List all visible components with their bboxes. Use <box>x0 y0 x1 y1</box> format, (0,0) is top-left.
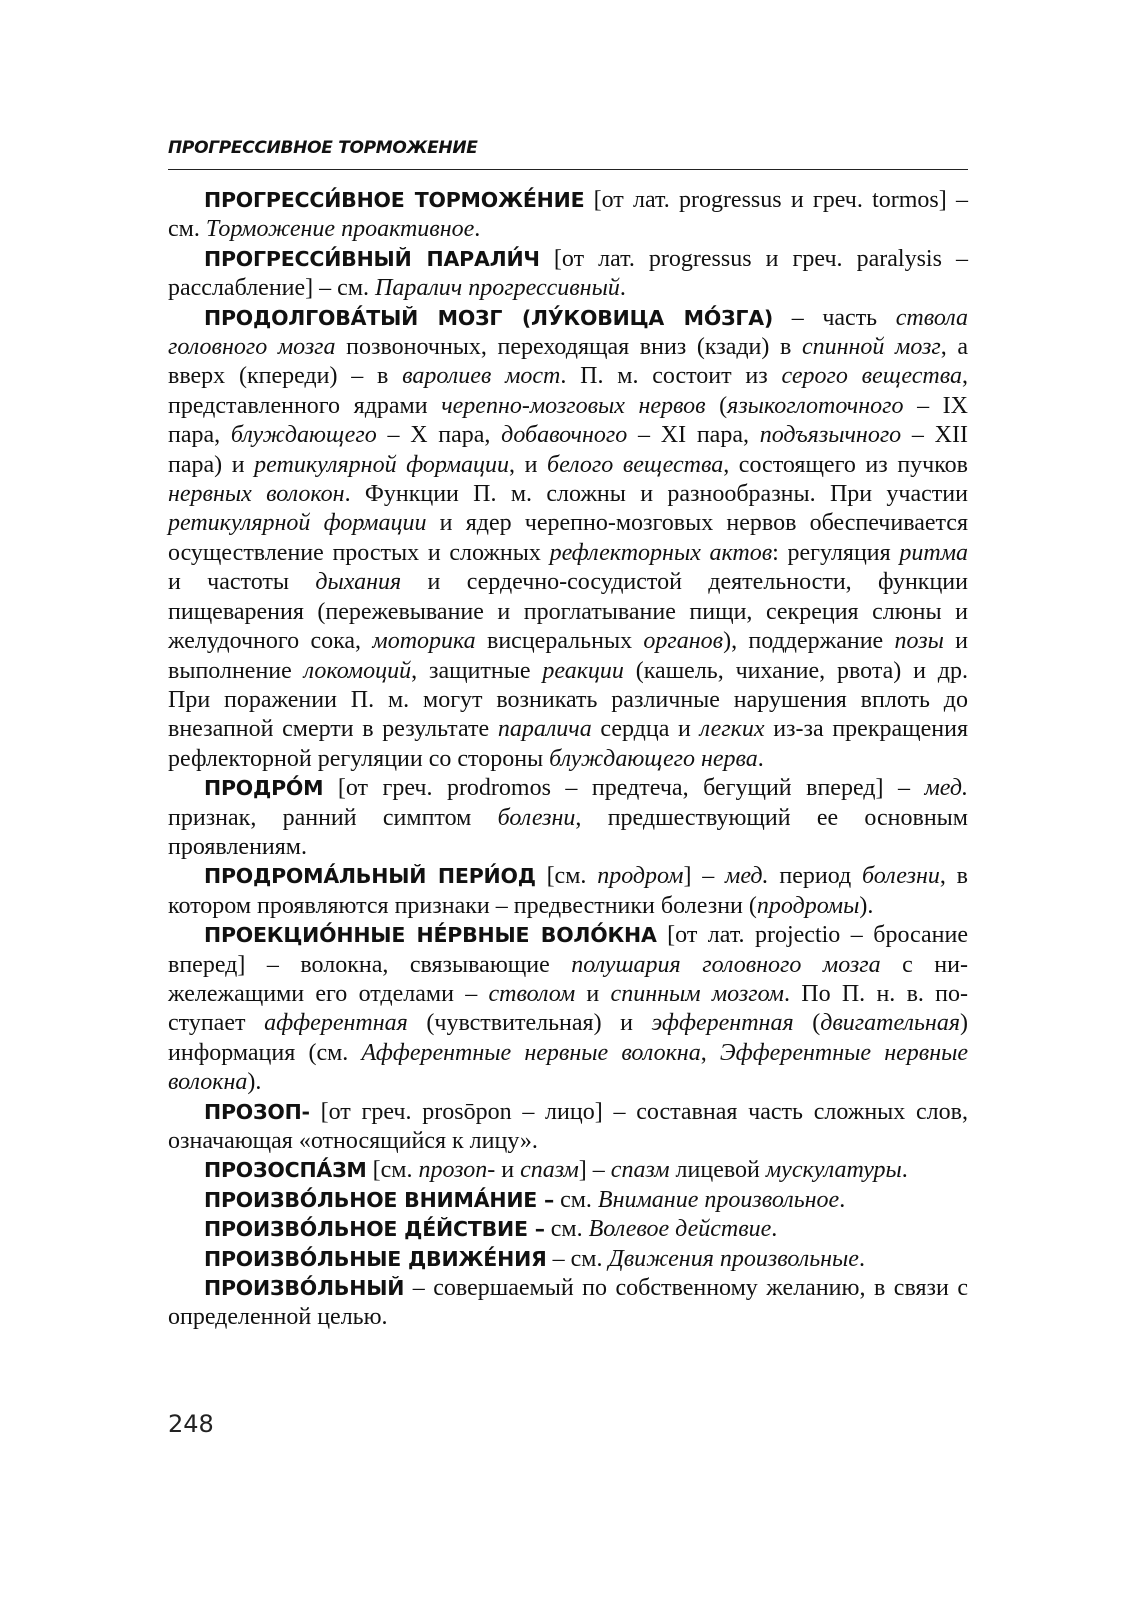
entry-italic-term: спазм <box>610 1157 670 1184</box>
entry-text: – часть <box>773 304 896 331</box>
entry-text: висцеральных <box>475 628 644 655</box>
entry-text: – IX пара, <box>168 392 968 449</box>
entry-text: см. <box>544 1216 589 1243</box>
entry-text: – совершаемый по собственному желанию, в связи с определенной целью. <box>168 1275 968 1331</box>
entry-italic-term: нервных волокон <box>168 481 345 508</box>
entry-headword: ПРОИЗВО́ЛЬНЫЙ <box>204 1276 405 1301</box>
dictionary-entry <box>168 1098 968 1157</box>
entry-text: – X пара, <box>376 422 502 449</box>
dictionary-entry <box>168 1156 968 1185</box>
entry-text: , предшествующий ее основным проявлениям. <box>168 804 968 860</box>
entry-italic-term: позы <box>894 628 944 655</box>
entry-text: см. <box>554 1186 598 1213</box>
entry-italic-term: двигательная <box>820 1010 960 1037</box>
entry-text: [от лат. progressus и греч. paralysis – расслабление] – см. <box>168 245 968 302</box>
entry-headword: ПРОГРЕССИ́ВНОЕ ТОРМОЖЕ́НИЕ <box>204 188 585 212</box>
dictionary-entry <box>168 774 968 862</box>
dictionary-entry <box>168 186 968 245</box>
entry-italic-term: ретикулярной формации <box>254 451 510 478</box>
entry-italic-term: Волевое действие <box>588 1216 772 1243</box>
entry-text: ). <box>859 892 874 919</box>
entry-text: [от греч. prosōpon – лицо] – составная часть сложных слов, означающая «относящийся к лицу». <box>168 1098 968 1154</box>
entry-italic-term: языкоглоточного <box>727 392 904 419</box>
entry-italic-term: блуждающего нерва <box>549 745 758 772</box>
entry-italic-term: Внимание произвольное <box>597 1186 840 1213</box>
entry-text: , в котором проявляются признаки – предвестники болезни ( <box>168 863 968 919</box>
entry-text: , <box>700 1039 720 1066</box>
entry-italic-term: варолиев мост <box>402 363 561 390</box>
entry-text: [от лат. projectio – бросание вперед] – волокна, связывающие <box>168 922 968 978</box>
entry-text: . <box>619 275 626 302</box>
entry-italic-term: спинным мозгом <box>610 980 784 1007</box>
entry-text: , состоящего из пучков <box>723 451 969 478</box>
entry-text: (чувствительная) и <box>407 1010 652 1037</box>
entry-italic-term: белого вещества <box>547 451 724 478</box>
entry-headword: ПРОИЗВО́ЛЬНЫЕ ДВИЖЕ́НИЯ <box>204 1246 547 1271</box>
entry-italic-term: Торможение проактивное <box>205 216 475 243</box>
entry-text: , и <box>509 451 548 478</box>
entry-text: и ядер черепно-мозговых нервов обеспечивается осуществление простых и сложных <box>168 510 968 566</box>
entry-text: ) информация (см. <box>168 1010 968 1066</box>
dictionary-entry <box>168 1245 968 1274</box>
dictionary-page <box>168 0 968 1601</box>
entry-text: . <box>757 745 764 772</box>
entry-text: и частоты <box>168 569 316 596</box>
entry-italic-term: реакции <box>542 657 624 684</box>
entry-text: и сердечно-сосудистой деятельности, функции пищеварения (пережевывание и проглатывание пищи, секреция слюны и желудочного сока, <box>168 569 968 655</box>
entry-text: лицевой <box>669 1157 766 1184</box>
entry-text: . <box>474 216 481 243</box>
entry-text: , представленного ядрами <box>168 363 968 419</box>
entry-text: – XII пара) и <box>168 422 968 478</box>
entry-italic-term: полушария головного мозга <box>571 951 881 978</box>
entry-italic-term: дыхания <box>315 569 402 596</box>
entry-text: с нижележащими его отделами – <box>168 951 968 1007</box>
entry-italic-term: болезни <box>497 804 576 831</box>
entry-italic-term: Паралич прогрессивный <box>375 275 620 302</box>
entry-text: . По П. н. в. поступает <box>168 980 969 1037</box>
entry-italic-term: афферентная <box>264 1010 408 1037</box>
entry-text: – см. <box>546 1245 609 1272</box>
entry-text: . <box>901 1157 908 1184</box>
entry-text: . <box>771 1216 778 1243</box>
entry-text: из-за прекращения рефлекторной регуляции со стороны <box>168 716 968 772</box>
entry-text: . Функции П. м. сложны и разнообразны. При участии <box>344 481 968 508</box>
entry-italic-term: паралича <box>497 716 592 743</box>
entry-italic-term: болезни <box>862 863 940 890</box>
entry-text: ( <box>705 392 728 419</box>
entry-italic-term: локомоций <box>303 657 412 684</box>
entry-headword: ПРОДРО́М <box>204 776 324 801</box>
entries-column <box>168 186 968 1333</box>
page-number: 248 <box>168 1410 214 1438</box>
running-head: ПРОГРЕССИВНОЕ ТОРМОЖЕНИЕ <box>168 138 478 158</box>
entry-italic-term: мед. <box>924 775 968 802</box>
entry-text: [см. <box>535 863 598 890</box>
entry-italic-term: черепно-мозговых нервов <box>441 392 706 419</box>
entry-headword: ПРОИЗВО́ЛЬНОЕ ВНИМА́НИЕ – <box>204 1187 555 1212</box>
entry-text: : регуляция <box>772 539 900 566</box>
entry-italic-term: Движения произвольные <box>608 1245 859 1272</box>
entry-italic-term: ретикулярной формации <box>168 510 427 537</box>
entry-italic-term: мед. <box>725 863 769 890</box>
entry-italic-term: легких <box>699 716 765 743</box>
entry-italic-term: добавочного <box>501 422 628 449</box>
entry-text: , а вверх (кпереди) – в <box>168 334 969 390</box>
entry-text: и выполнение <box>168 628 969 684</box>
entry-text: [от греч. prodromos – предтеча, бегущий вперед] – <box>323 775 925 802</box>
entry-text: . <box>839 1186 846 1213</box>
entry-text: [см. <box>366 1157 419 1184</box>
entry-headword: ПРОЕКЦИО́ННЫЕ НЕ́РВНЫЕ ВОЛО́КНА <box>204 923 657 948</box>
entry-text: ( <box>793 1010 821 1037</box>
entry-italic-term: моторика <box>372 628 476 655</box>
header-rule <box>168 169 968 170</box>
entry-text: ] – <box>683 863 726 890</box>
entry-text: – XI пара, <box>627 422 760 449</box>
entry-italic-term: органов <box>643 628 724 655</box>
entry-italic-term: Афферентные нервные волокна <box>361 1039 701 1066</box>
entry-text: признак, ранний симптом <box>168 804 498 831</box>
entry-text: сердца и <box>591 716 700 743</box>
entry-italic-term: серого вещества <box>781 363 962 390</box>
entry-text: ). <box>247 1069 262 1096</box>
dictionary-entry <box>168 1186 968 1215</box>
entry-italic-term: Эфферентные нервные волокна <box>168 1039 968 1096</box>
entry-italic-term: ствола головного мозга <box>168 304 968 361</box>
entry-italic-term: подъязычного <box>759 422 902 449</box>
entry-italic-term: прозоп- <box>418 1157 496 1184</box>
entry-italic-term: продромы <box>756 892 860 919</box>
entry-headword: ПРОЗОСПА́ЗМ <box>204 1158 367 1183</box>
entry-text: [от лат. progressus и греч. tormos] – см. <box>168 187 968 243</box>
entry-text: позвоночных, переходящая вниз (кзади) в <box>335 334 802 361</box>
entry-text: ), поддержание <box>723 628 895 655</box>
dictionary-entry <box>168 1274 968 1333</box>
entry-italic-term: мускулатуры <box>765 1157 902 1184</box>
dictionary-entry <box>168 1215 968 1244</box>
entry-italic-term: блуждающего <box>230 422 377 449</box>
dictionary-entry <box>168 862 968 921</box>
entry-italic-term: стволом <box>488 980 576 1007</box>
dictionary-entry <box>168 304 968 775</box>
entry-headword: ПРОИЗВО́ЛЬНОЕ ДЕ́ЙСТВИЕ – <box>204 1217 545 1242</box>
entry-headword: ПРОДРОМА́ЛЬНЫЙ ПЕРИ́ОД <box>204 864 536 889</box>
entry-italic-term: эфферентная <box>651 1010 794 1037</box>
entry-text: и <box>495 1157 521 1184</box>
entry-italic-term: ритма <box>899 539 969 566</box>
entry-italic-term: продром <box>597 863 684 890</box>
entry-text: ] – <box>578 1157 611 1184</box>
entry-headword: ПРОЗОП- <box>204 1099 310 1124</box>
entry-text: . <box>858 1245 865 1272</box>
entry-text: , защитные <box>411 657 543 684</box>
entry-text: и <box>575 980 611 1007</box>
entry-text: . П. м. состоит из <box>560 363 782 390</box>
dictionary-entry <box>168 921 968 1097</box>
entry-headword: ПРОГРЕССИ́ВНЫЙ ПАРАЛИ́Ч <box>204 246 540 271</box>
entry-text: период <box>768 863 863 890</box>
entry-italic-term: спинной мозг <box>801 334 941 361</box>
entry-text: (кашель, чихание, рвота) и др. При поражении П. м. могут возникать различные нарушения вплоть до внезапной смерти в результате <box>168 657 968 743</box>
entry-headword: ПРОДОЛГОВА́ТЫЙ МОЗГ (ЛУ́КОВИЦА МО́ЗГА) <box>204 305 774 330</box>
entry-italic-term: спазм <box>520 1157 579 1184</box>
dictionary-entry <box>168 245 968 304</box>
entry-italic-term: рефлекторных актов <box>549 539 773 566</box>
